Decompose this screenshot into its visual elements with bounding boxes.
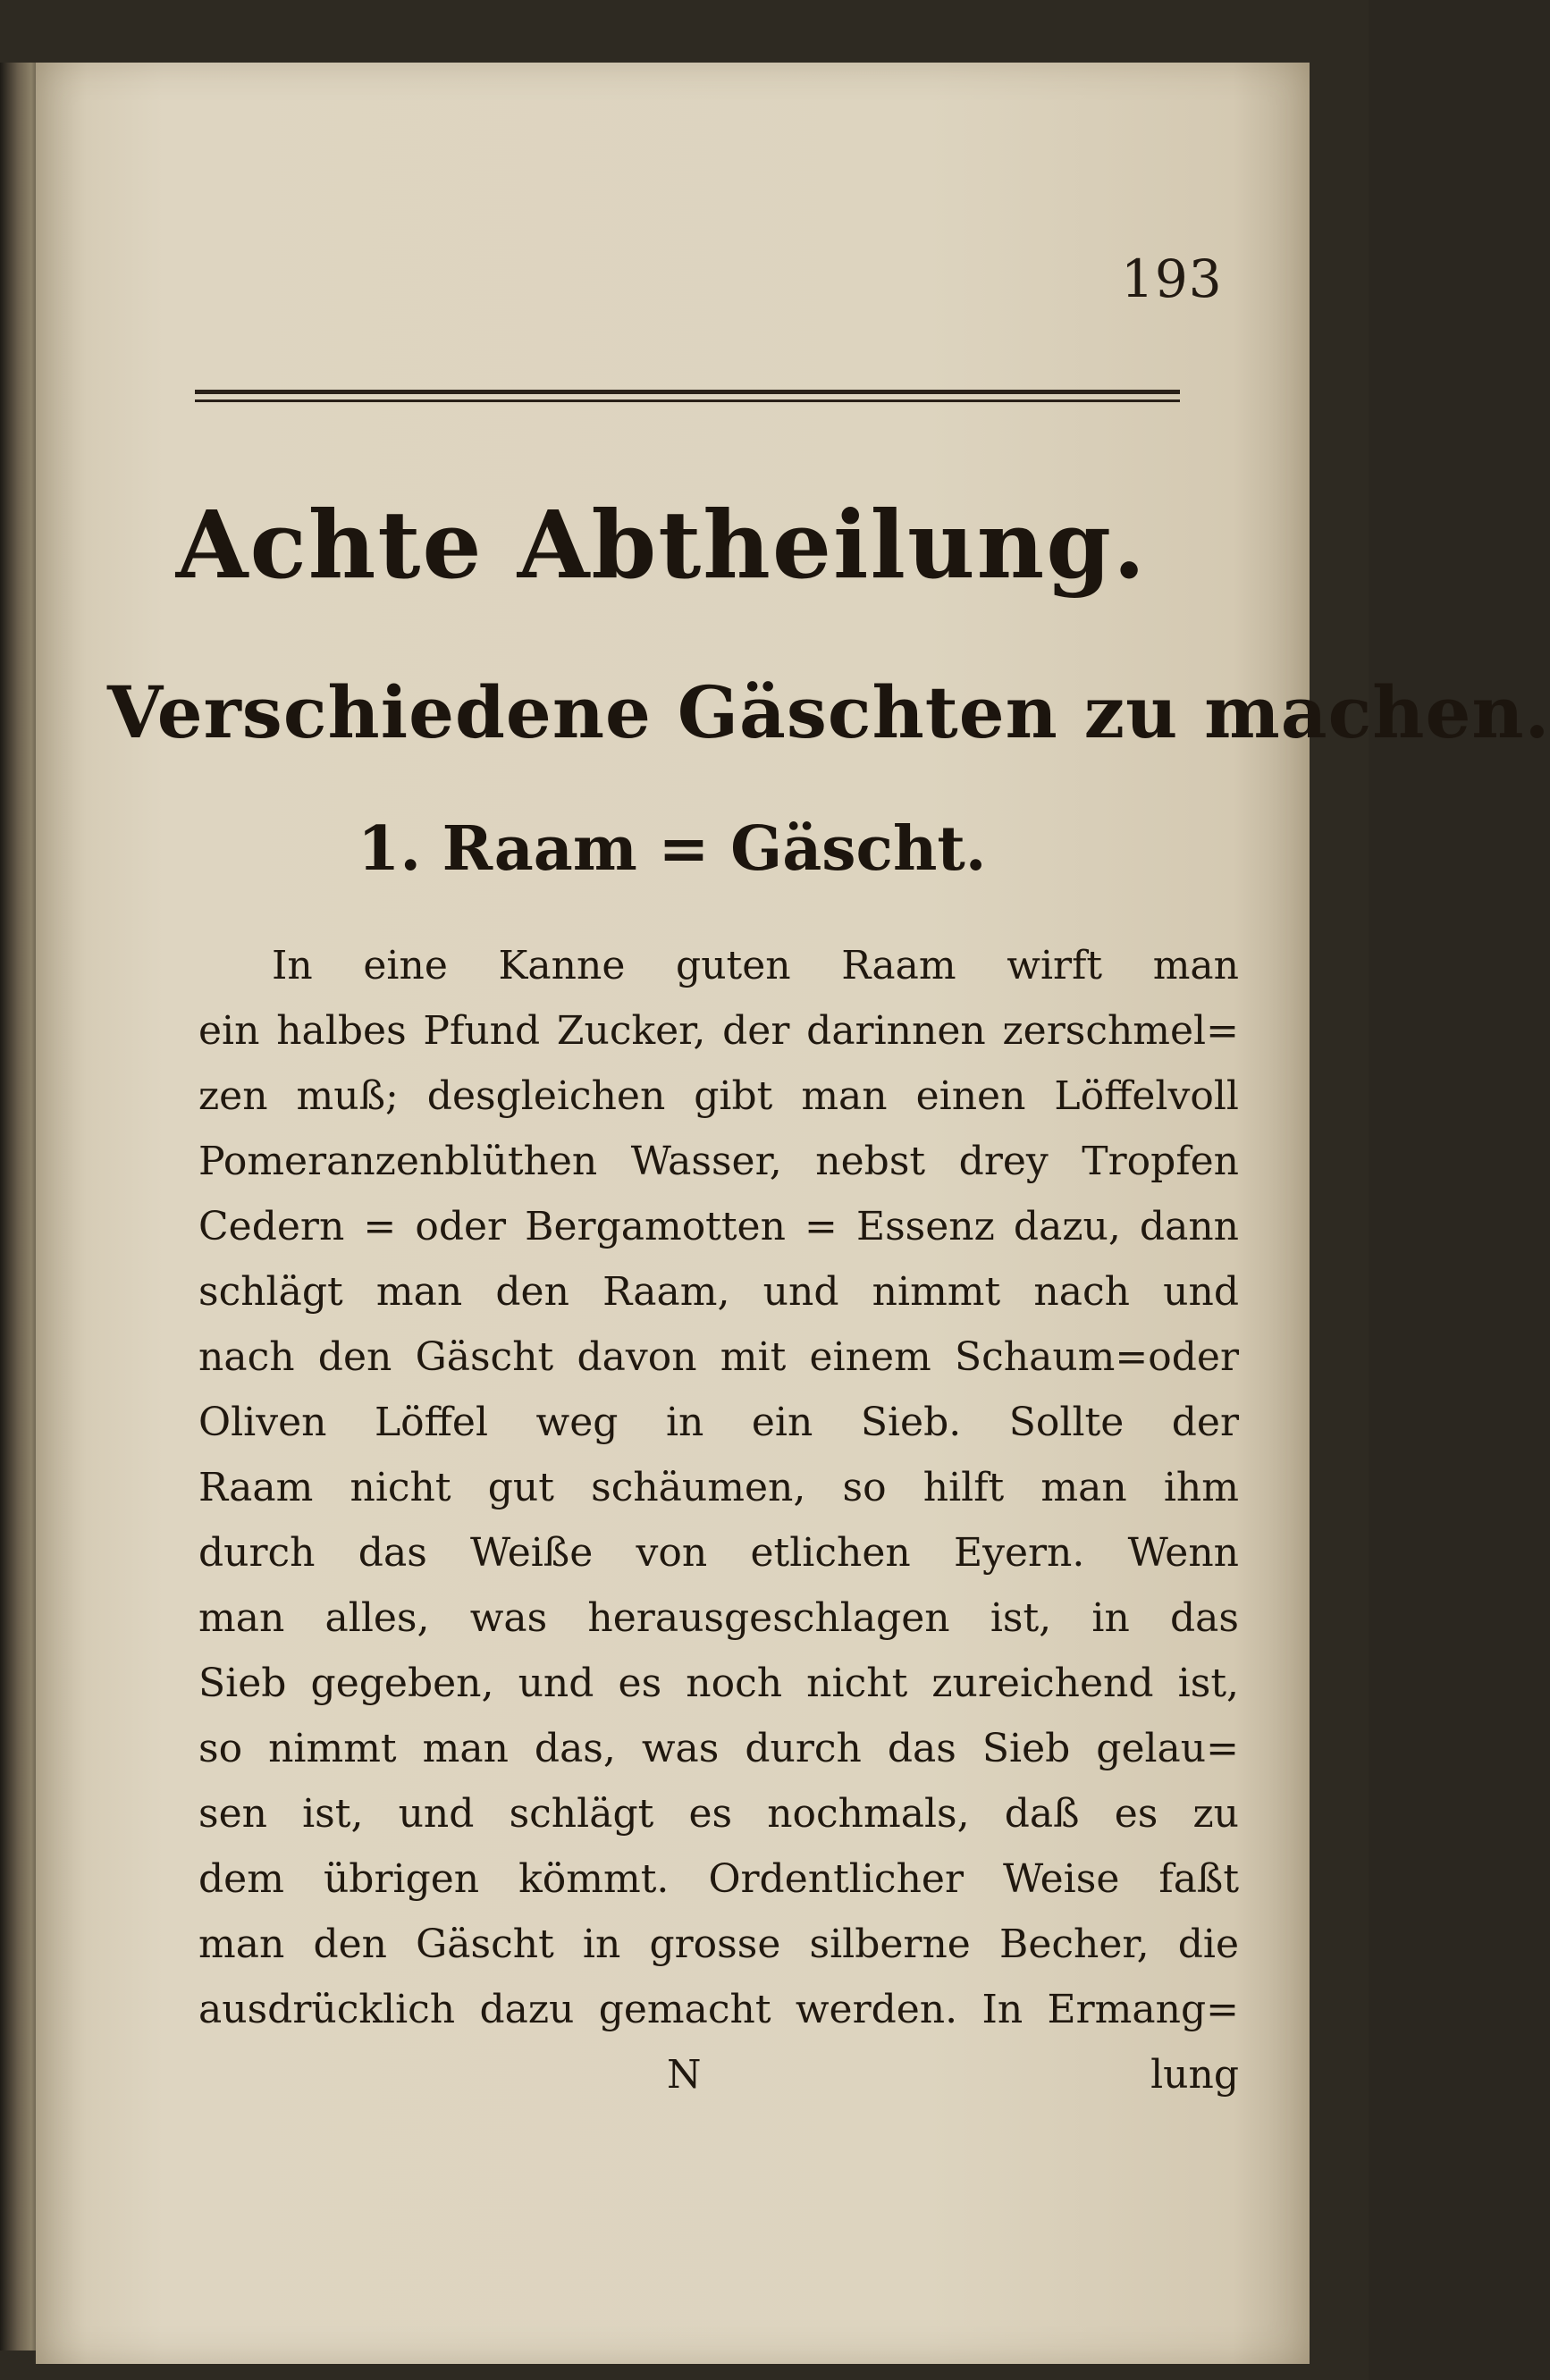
text-line: man alles, was herausgeschlagen ist, in das	[198, 1595, 1239, 1641]
text-line: In eine Kanne guten Raam wirft man	[272, 943, 1239, 988]
text-line: man den Gäscht in grosse silberne Becher, die	[198, 1922, 1239, 1967]
part-heading: Achte Abtheilung.	[175, 490, 1148, 600]
text-line: Raam nicht gut schäumen, so hilft man ihm	[198, 1465, 1239, 1510]
footer-line	[198, 2042, 1239, 2107]
text-line: ausdrücklich dazu gemacht werden. In Ermang=	[198, 1987, 1239, 2032]
text-line: schlägt man den Raam, und nimmt nach und	[198, 1269, 1239, 1315]
section-heading: 1. Raam = Gäscht.	[358, 813, 987, 885]
text-line: Oliven Löffel weg in ein Sieb. Sollte der	[198, 1400, 1239, 1445]
text-line: so nimmt man das, was durch das Sieb gelau=	[198, 1726, 1239, 1771]
text-line: Pomeranzenblüthen Wasser, nebst drey Tropfen	[198, 1139, 1239, 1184]
catchword: lung	[1150, 2052, 1239, 2098]
chapter-title: Verschiedene Gäschten zu machen.	[107, 670, 1550, 754]
body-text	[198, 933, 1239, 2107]
text-line: Cedern = oder Bergamotten = Essenz dazu, dann	[198, 1204, 1239, 1249]
signature-mark: N	[667, 2052, 702, 2098]
text-line: durch das Weiße von etlichen Eyern. Wenn	[198, 1530, 1239, 1576]
text-line: nach den Gäscht davon mit einem Schaum=oder	[198, 1334, 1239, 1380]
text-line: ein halbes Pfund Zucker, der darinnen zerschmel=	[198, 1008, 1239, 1054]
text-line: sen ist, und schlägt es nochmals, daß es zu	[198, 1791, 1239, 1837]
text-line: dem übrigen kömmt. Ordentlicher Weise faßt	[198, 1856, 1239, 1902]
text-line: zen muß; desgleichen gibt man einen Löffelvoll	[198, 1073, 1239, 1119]
text-line: Sieb gegeben, und es noch nicht zureichend ist,	[198, 1661, 1239, 1706]
page-number: 193	[1121, 248, 1223, 309]
header-rule	[195, 390, 1180, 402]
